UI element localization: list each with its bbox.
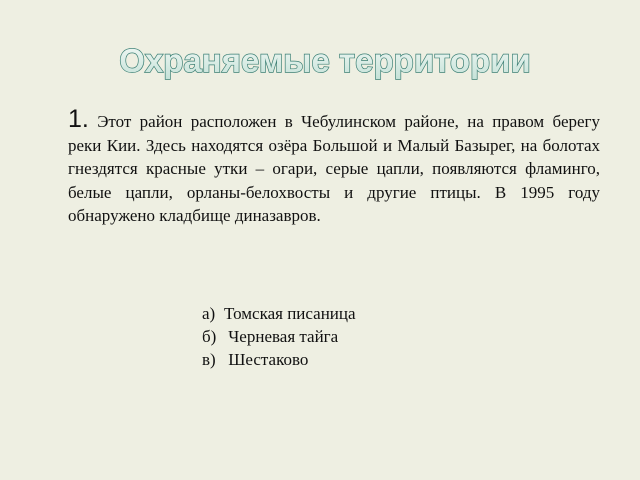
option-text: Томская писаница xyxy=(224,304,356,323)
option-letter: б) xyxy=(202,327,217,346)
answer-option xyxy=(202,348,356,371)
question-text: Этот район расположен в Чебулинском районе, на правом берегу реки Кии. Здесь находятся озёра Большой и Малый Базырег, на болотах гнездятся красные утки – огари, серые цапли, появляются фламинго, белые цапли, орланы-белохвосты и другие птицы. В 1995 году обнаружено кладбище диназавров. xyxy=(68,112,601,225)
question-number: 1. xyxy=(68,105,89,133)
option-text: Черневая тайга xyxy=(224,327,339,346)
option-letter: а) xyxy=(202,304,216,323)
option-letter: в) xyxy=(202,350,216,369)
answer-option xyxy=(202,302,356,325)
answer-options-list xyxy=(202,302,356,371)
slide-title-text: Охраняемые территории xyxy=(119,42,531,79)
slide-title xyxy=(0,30,640,90)
question-paragraph xyxy=(68,105,601,228)
option-text: Шестаково xyxy=(224,350,309,369)
answer-option xyxy=(202,325,356,348)
